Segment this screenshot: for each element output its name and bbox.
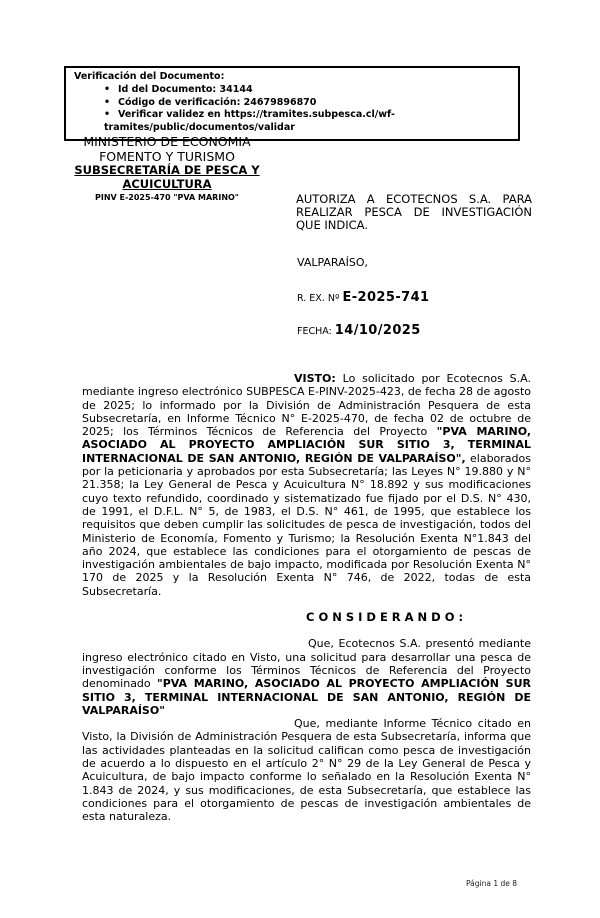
verification-item-id [104,84,512,97]
letterhead [34,135,300,203]
verification-item-text: Verificar validez en https://tramites.subpesca.cl/wf-tramites/public/documentos/validar [104,109,395,133]
date-label: FECHA: [297,326,335,337]
bullet-icon: • [104,84,111,95]
visto-text-1: Lo solicitado por Ecotecnos S.A. mediante ingreso electrónico SUBPESCA E-PINV-2025-423, de fecha 28 de agosto de 2025; lo informado por la División de Administración Pesquera de esta Subsecretaría, en Informe Técnico N° E-2025-470, de fecha 02 de octubre de 2025; los Términos Técnicos de Referencia del Proyecto [82,372,531,439]
visto-project-name: "PVA MARINO, ASOCIADO AL PROYECTO AMPLIACIÓN SUR SITIO 3, TERMINAL INTERNACIONAL DE SAN ANTONIO, REGIÓN DE VALPARAÍSO", [82,425,532,465]
visto-text-2: elaborados por la peticionaria y aprobados por esta Subsecretaría; las Leyes N° 19.880 y N° 21.358; la Ley General de Pesca y Acuicultura N° 18.892 y sus modificaciones cuyo texto refundido, coordinado y sistematizado fue fijado por el D.S. N° 430, de 1991, el D.F.L. N° 5, de 1983, el D.S. N° 461, de 1995, que establece los requisitos que deben cumplir las solicitudes de pesca de investigación, todos del Ministerio de Economía, Fomento y Turismo; la Resolución Exenta N°1.843 del año 2024, que establece las condiciones para el otorgamiento de pescas de investigación ambientales de bajo impacto, modificada por Resolución Exenta N° 170 de 2025 y la Resolución Exenta N° 746, de 2022, todas de esta Subsecretaría. [82,451,531,598]
verification-box [64,66,520,141]
pinv-reference: PINV E-2025-470 "PVA MARINO" [95,193,239,202]
considerando-paragraph-1 [82,637,531,717]
resolution-label: R. EX. Nº [297,293,343,304]
considerando-1-text: Que, Ecotecnos S.A. presentó mediante ingreso electrónico citado en Visto, una solicitud para desarrollar una pesca de investigación conforme los Términos Técnicos de Referencia del Proyecto denominado [82,637,531,691]
bullet-icon: • [104,109,111,120]
verification-title: Verificación del Documento: [74,71,225,82]
subsecretaria-line2: ACUICULTURA [122,176,212,191]
date-value: 14/10/2025 [334,323,421,338]
considerando-heading: CONSIDERANDO: [306,610,468,625]
subsecretaria-line1: SUBSECRETARÍA DE PESCA Y [74,163,260,177]
ministry-name-line2: FOMENTO Y TURISMO [99,148,235,164]
visto-paragraph [82,372,531,598]
resolution-number: E-2025-741 [342,290,430,305]
considerando-1-project-name: "PVA MARINO, ASOCIADO AL PROYECTO AMPLIACIÓN SUR SITIO 3, TERMINAL INTERNACIONAL DE SAN ANTONIO, REGIÓN DE VALPARAÍSO" [82,677,531,717]
verification-list [74,84,512,134]
verification-item-code [104,97,512,110]
city-line: VALPARAÍSO, [297,256,369,269]
verification-item-text: Código de verificación: 24679896870 [118,96,317,108]
page-number: Página 1 de 8 [466,879,518,888]
considerando-paragraph-2: Que, mediante Informe Técnico citado en Visto, la División de Administración Pesquera de esta Subsecretaría, informa que las actividades planteadas en la solicitud califican como pesca de investigación de acuerdo a lo dispuesto en el artículo 2° N° 29 de la Ley General de Pesca y Acuicultura, de bajo impacto conforme lo señalado en la Resolución Exenta N° 1.843 de 2024, y sus modificaciones, de esta Subsecretaría, que establece las condiciones para el otorgamiento de pescas de investigación ambientales de esta naturaleza. [82,717,531,824]
ministry-name-line1: MINISTERIO DE ECONOMIA [83,134,251,149]
resolution-line [297,290,429,305]
verification-item-url [104,109,512,134]
visto-label: VISTO: [294,372,336,385]
bullet-icon: • [104,96,111,108]
document-title: AUTORIZA A ECOTECNOS S.A. PARA REALIZAR PESCA DE INVESTIGACIÓN QUE INDICA. [296,192,532,233]
date-line [297,323,421,338]
document-body [82,372,531,824]
verification-item-text: Id del Documento: 34144 [118,84,253,95]
